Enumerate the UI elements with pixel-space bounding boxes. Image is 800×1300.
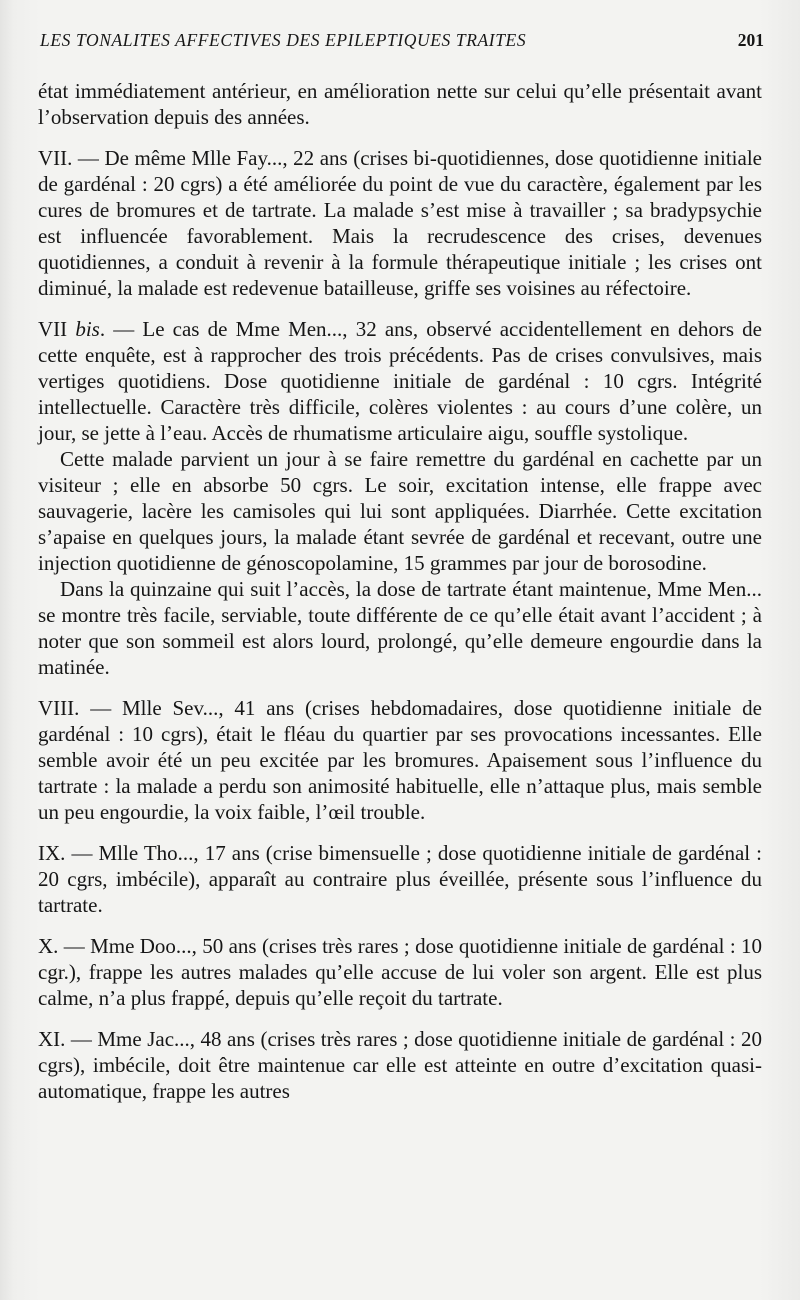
- running-title: LES TONALITES AFFECTIVES DES EPILEPTIQUES TRAITES: [40, 30, 527, 50]
- case-numeral: VII: [38, 317, 76, 341]
- paragraph-continuation: état immédiatement antérieur, en amélioration nette sur celui qu’elle présentait avant l’observation depuis des années.: [38, 79, 762, 129]
- case-bis-label: bis: [75, 317, 100, 341]
- paragraph-case-vii-bis: [38, 316, 762, 446]
- paragraph-case-vii-bis-cont-2: Dans la quinzaine qui suit l’accès, la dose de tartrate étant maintenue, Mme Men... se montre très facile, serviable, toute différente de ce qu’elle était avant l’accident ; à noter que son sommeil est alors lourd, prolongé, qu’elle demeure engourdie dans la matinée.: [38, 577, 762, 679]
- paragraph-case-vii-bis-cont-1: Cette malade parvient un jour à se faire remettre du gardénal en cachette par un visiteur ; elle en absorbe 50 cgrs. Le soir, excitation intense, elle frappe avec sauvagerie, lacère les camisoles qui lui sont appliquées. Diarrhée. Cette excitation s’apaise en quelques jours, la malade étant sevrée de gardénal et recevant, outre une injection quotidienne de génoscopolamine, 15 grammes par jour de borosodine.: [38, 447, 762, 575]
- paragraph-case-x: X. — Mme Doo..., 50 ans (crises très rares ; dose quotidienne initiale de gardénal : 10 cgr.), frappe les autres malades qu’elle accuse de lui voler son argent. Elle est plus calme, n’a plus frappé, depuis qu’elle reçoit du tartrate.: [38, 934, 762, 1010]
- paragraph-case-vii: VII. — De même Mlle Fay..., 22 ans (crises bi-quotidiennes, dose quotidienne initiale de gardénal : 20 cgrs) a été améliorée du point de vue du caractère, également par les cures de bromures et de tartrate. La malade s’est mise à travailler ; sa bradypsychie est influencée favorablement. Mais la recrudescence des crises, devenues quotidiennes, a conduit à revenir à la formule thérapeutique initiale ; les crises ont diminué, la malade est redevenue batailleuse, griffe ses voisines au réfectoire.: [38, 146, 762, 300]
- paragraph-case-ix: IX. — Mlle Tho..., 17 ans (crise bimensuelle ; dose quotidienne initiale de gardénal : 20 cgrs, imbécile), apparaît au contraire plus éveillée, présente sous l’influence du tartrate.: [38, 841, 762, 917]
- case-vii-bis-text: Le cas de Mme Men..., 32 ans, observé accidentellement en dehors de cette enquête, est à rapprocher des trois précédents. Pas de crises convulsives, mais vertiges quotidiens. Dose quotidienne initiale de gardénal : 10 cgrs. Intégrité intellectuelle. Caractère très difficile, colères violentes : au cours d’une colère, un jour, se jette à l’eau. Accès de rhumatisme articulaire aigu, souffle systolique.: [38, 317, 763, 445]
- page-body: [38, 78, 762, 1104]
- paragraph-case-viii: VIII. — Mlle Sev..., 41 ans (crises hebdomadaires, dose quotidienne initiale de gardénal : 10 cgrs), était le fléau du quartier par ses provocations incessantes. Elle semble avoir été un peu excitée par les bromures. Apaisement sous l’influence du tartrate : la malade a perdu son animosité habituelle, elle n’attaque plus, mais semble un peu engourdie, la voix faible, l’œil trouble.: [38, 696, 762, 824]
- paragraph-case-xi: XI. — Mme Jac..., 48 ans (crises très rares ; dose quotidienne initiale de gardénal : 20 cgrs), imbécile, doit être maintenue car elle est atteinte en outre d’excitation quasi-automatique, frappe les autres: [38, 1027, 762, 1103]
- page-number: 201: [737, 30, 764, 50]
- running-header: [40, 30, 764, 51]
- case-dash: . —: [99, 317, 143, 341]
